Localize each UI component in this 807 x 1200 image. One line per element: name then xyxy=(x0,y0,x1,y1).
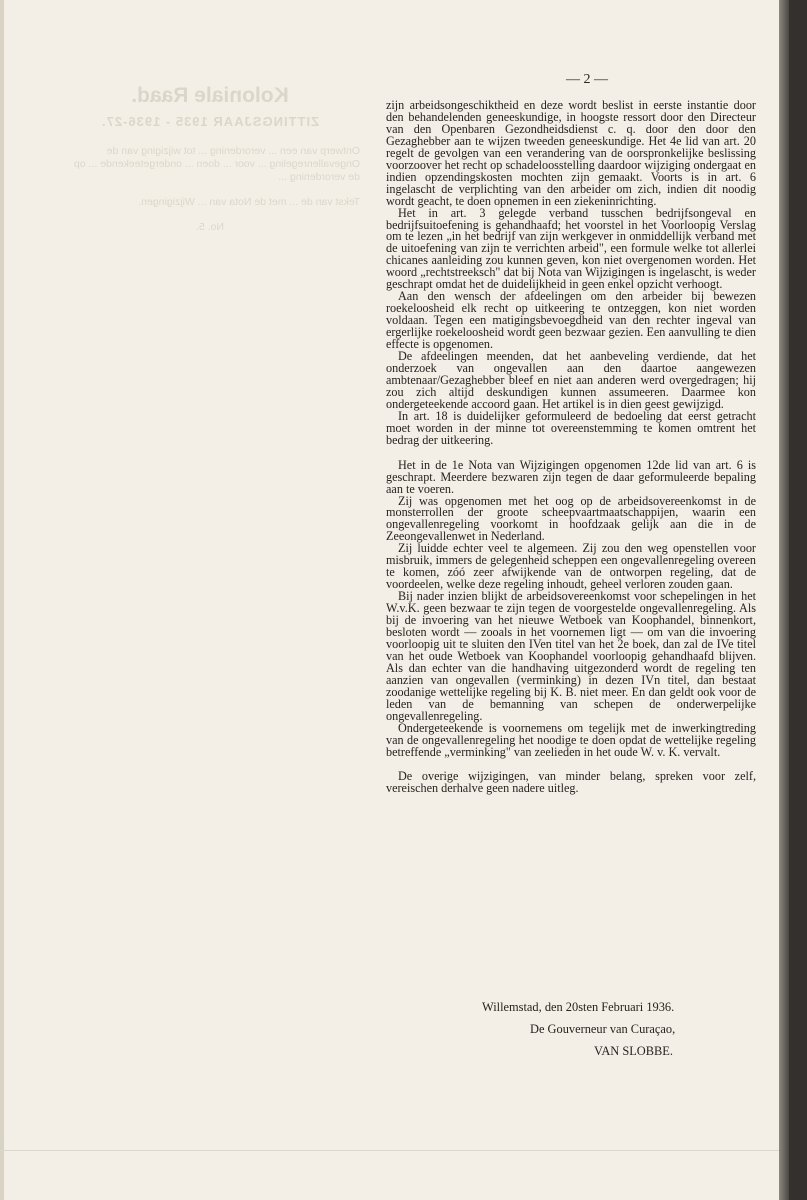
ghost-paragraph-2: Tekst van de ... met de Nota van ... Wijzigingen. xyxy=(138,196,360,208)
paragraph: zijn arbeidsongeschiktheid en deze wordt beslist in eerste instantie door den behandelenden geneeskundige, in hoogste ressort door den Directeur van den Openbaren Gezondheidsdienst c. q. door den door den Gezaghebber aan te wijzen tweeden geneeskundige. Het 4e lid van art. 20 regelt de gevolgen van een verandering van de oorspronkelijke beslissing voorzoover het recht op schadeloosstelling daardoor wijziging ondergaat en indien opzendingskosten mochten zijn gemaakt. Voorts is in art. 6 ingelascht de verplichting van den arbeider om zich, indien dit noodig wordt geacht, te doen opnemen in een ziekeninrichting. xyxy=(386,98,756,208)
paragraph: Ondergeteekende is voornemens om tegelijk met de inwerkingtreding van de ongevallenregeling het noodige te doen opdat de wettelijke regeling betreffende „verminking" van zeelieden in het oude W. v. K. vervalt. xyxy=(386,720,756,759)
paragraph: De afdeelingen meenden, dat het aanbeveling verdiende, dat het onderzoek van ongevallen aan den daartoe aangewezen ambtenaar/Gezaghebber bleef en niet aan anderen werd overgedragen; hij zou zich altijd deskundigen kunnen assumeeren. Daarmee kon ondergeteekende accoord gaan. Het artikel is in dien geest gewijzigd. xyxy=(386,349,756,411)
ghost-paragraph-1: Ontwerp van een ... verordening ... tot wijziging van de Ongevallenregeling ... voor ... doen ... ondergeteekende ... op de verordening ... xyxy=(73,145,360,183)
governor-title: De Gouverneur van Curaçao, xyxy=(530,1022,676,1036)
paragraph: De overige wijzigingen, van minder belang, spreken voor zelf, vereischen derhalve geen nadere uitleg. xyxy=(386,769,756,796)
paragraph: Bij nader inzien blijkt de arbeidsovereenkomst voor schepelingen in het W.v.K. geen bezwaar te zijn tegen de voorgestelde ongevallenregeling. Als bij de invoering van het nieuwe Wetboek van Koophandel, binnenkort, besloten wordt — zooals in het voornemen ligt — om van die invoering voorloopig uit te sluiten den IVen titel van het 2e boek, dan zal de IVe titel van het oude Wetboek van Koophandel voorloopig gehandhaafd blijven. Als dan echter van die handhaving uitgezonderd wordt de regeling ten aanzien van ongevallen (verminking) in dezen IVn titel, dan bestaat zoodanige wettelijke regeling bij K. B. niet meer. En dan geldt ook voor de leden van de bemanning van schepen de onderwerpelijke ongevallenregeling. xyxy=(386,589,756,723)
paragraph: Zij was opgenomen met het oog op de arbeidsovereenkomst in de monsterrollen der groote scheepvaartmaatschappijen, waarin een ongevallenregeling voorkomt in hoofdzaak gelijk aan die in de Zeeongevallenwet in Nederland. xyxy=(386,493,756,544)
bleed-through-text xyxy=(60,84,360,233)
page-edge-shadow xyxy=(779,0,789,1200)
ghost-number: No. 5. xyxy=(196,221,225,233)
paragraph: Zij luidde echter veel te algemeen. Zij zou den weg openstellen voor misbruik, immers de gelegenheid scheppen een ongevallenregeling overeen te komen, zóó zeer afwijkende van de ontworpen regeling, dat de voordeelen, welke deze regeling inhoudt, geheel verloren zouden gaan. xyxy=(386,541,756,592)
signature-name: VAN SLOBBE. xyxy=(594,1044,673,1058)
ghost-session: ZITTINGSJAAR 1935 - 1936-27. xyxy=(100,114,320,129)
page-fold-line xyxy=(0,1150,779,1151)
page-number: — 2 — xyxy=(566,72,608,87)
paragraph: Het in art. 3 gelegde verband tusschen bedrijfsongeval en bedrijfsuitoefening is gehandhaafd; het voorstel in het Voorloopig Verslag om te lezen „in het bedrijf van zijn werkgever in onmiddellijk verband met de uitoefening van zijn te verrichten arbeid", een formule welke tot allerlei chicanes aanleiding zou kunnen geven, kon niet overgenomen worden. Het woord „rechtstreeksch" dat bij Nota van Wijzigingen is ingelascht, is weder geschrapt omdat het de duidelijkheid in geen enkel opzicht verhoogt. xyxy=(386,205,756,292)
ghost-title: Koloniale Raad. xyxy=(131,84,289,107)
paragraph: Het in de 1e Nota van Wijzigingen opgenomen 12de lid van art. 6 is geschrapt. Meerdere bezwaren zijn tegen de daar geformuleerde bepaling aan te voeren. xyxy=(386,457,756,496)
place-date: Willemstad, den 20sten Februari 1936. xyxy=(482,1000,675,1014)
paragraph: In art. 18 is duidelijker geformuleerd de bedoeling dat eerst getracht moet worden in der minne tot overeenstemming te komen omtrent het bedrag der uitkeering. xyxy=(386,408,756,447)
paragraph: Aan den wensch der afdeelingen om den arbeider bij bewezen roekeloosheid elk recht op uitkeering te ontzeggen, kon niet worden voldaan. Tegen een matigingsbevoegdheid van den rechter ingeval van ergerlijke roekeloosheid wordt geen bezwaar gezien. Een aanvulling te dien effecte is opgenomen. xyxy=(386,289,756,352)
page-left-edge xyxy=(0,0,4,1200)
body-text xyxy=(386,100,756,795)
